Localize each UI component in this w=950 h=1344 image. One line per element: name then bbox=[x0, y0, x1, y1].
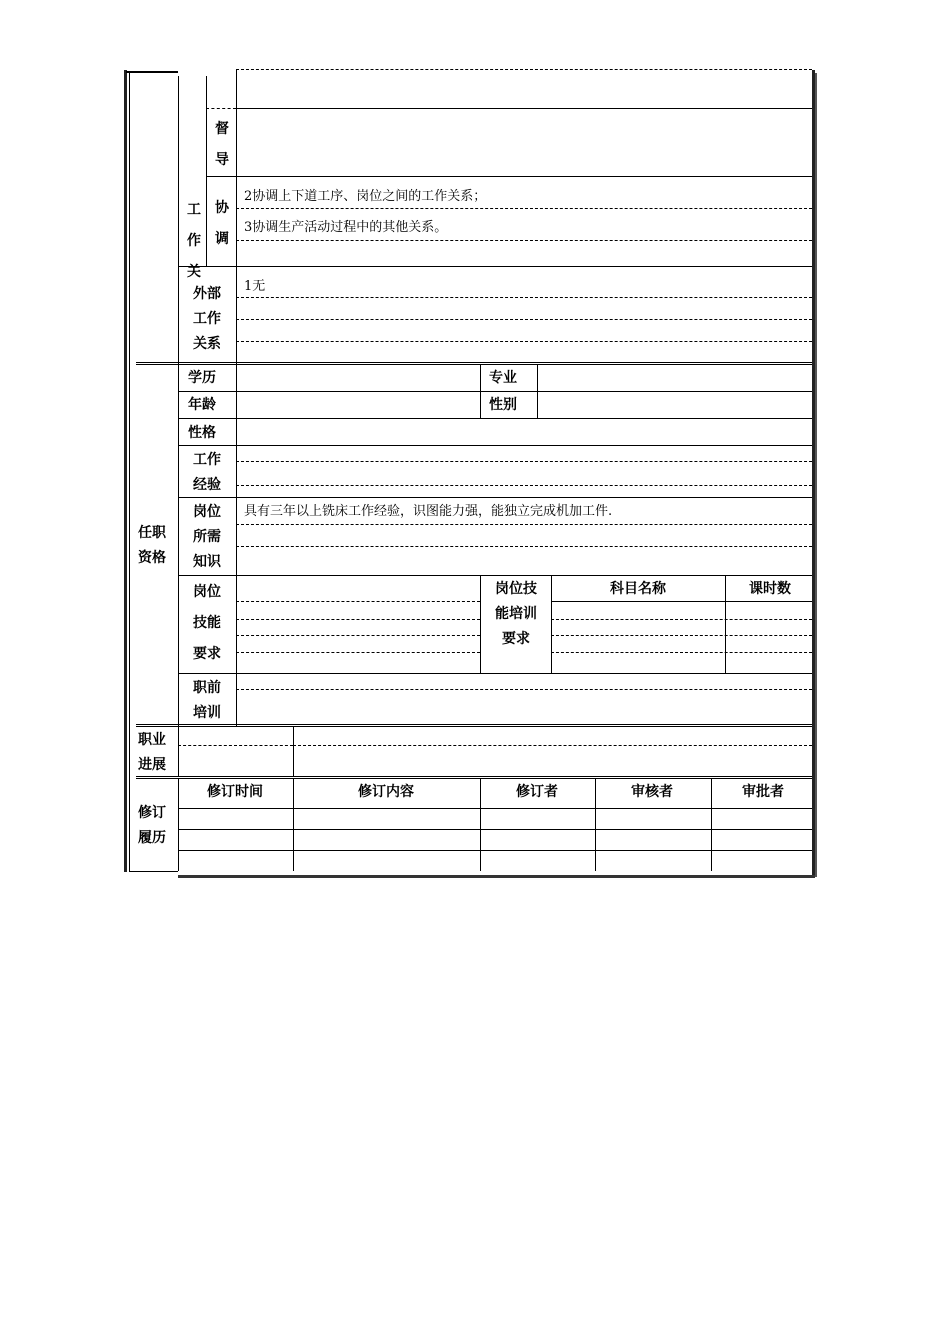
supervise-top-dashed bbox=[206, 108, 236, 109]
skills-label-2: 技能 bbox=[193, 615, 221, 631]
career-col-divider bbox=[178, 727, 179, 777]
career-dash-right bbox=[293, 745, 812, 746]
revision-col-1 bbox=[293, 779, 294, 871]
revision-header-time: 修订时间 bbox=[207, 784, 263, 800]
experience-label-1: 工作 bbox=[193, 452, 221, 468]
revision-col-4 bbox=[711, 779, 712, 871]
work-relations-label-3: 关 bbox=[187, 264, 201, 280]
row-line-age bbox=[178, 391, 812, 392]
skill-training-label-2: 能培训 bbox=[495, 606, 537, 622]
revision-row-1 bbox=[178, 808, 812, 809]
qualifications-label-2: 资格 bbox=[138, 550, 166, 566]
frame-top-border-left bbox=[126, 71, 178, 73]
top-dashed-row bbox=[236, 69, 812, 70]
career-label-1: 职业 bbox=[138, 732, 166, 748]
row-line-personality bbox=[178, 418, 812, 419]
knowledge-text: 具有三年以上铣床工作经验，识图能力强，能独立完成机加工件. bbox=[244, 504, 613, 519]
work-relations-content-divider bbox=[236, 73, 237, 364]
revision-row-2 bbox=[178, 829, 812, 830]
pre-job-label-2: 培训 bbox=[193, 705, 221, 721]
work-relations-subcol-divider bbox=[206, 76, 207, 266]
revision-col-3 bbox=[595, 779, 596, 871]
hours-col-left bbox=[725, 575, 726, 673]
coordinate-label-2: 调 bbox=[215, 231, 229, 247]
skills-training-left bbox=[480, 575, 481, 673]
skills-label-3: 要求 bbox=[193, 646, 221, 662]
external-label-2: 工作 bbox=[193, 311, 221, 327]
skill-training-label-3: 要求 bbox=[502, 631, 530, 647]
supervise-label-2: 导 bbox=[215, 152, 229, 168]
experience-label-2: 经验 bbox=[193, 477, 221, 493]
pre-job-dash-1 bbox=[236, 689, 812, 690]
row-line-skills bbox=[178, 575, 812, 576]
subject-dash-1 bbox=[551, 619, 812, 620]
external-line-1: 1无 bbox=[244, 279, 266, 294]
frame-bottom-border bbox=[178, 875, 815, 878]
major-label: 专业 bbox=[489, 370, 517, 386]
coordinate-top-line bbox=[206, 176, 812, 177]
gender-label: 性别 bbox=[489, 397, 517, 413]
frame-inner-right bbox=[815, 73, 817, 877]
revision-header-content: 修订内容 bbox=[358, 784, 414, 800]
knowledge-label-3: 知识 bbox=[193, 554, 221, 570]
coordinate-label-1: 协 bbox=[215, 200, 229, 216]
subject-header-line bbox=[551, 601, 812, 602]
knowledge-label-2: 所需 bbox=[193, 529, 221, 545]
revision-label-1: 修订 bbox=[138, 805, 166, 821]
revision-header-reviser: 修订者 bbox=[516, 784, 558, 800]
subject-dash-3 bbox=[551, 652, 812, 653]
revision-header-approver: 审批者 bbox=[742, 784, 784, 800]
row-line-knowledge bbox=[178, 497, 812, 498]
skills-dash-2 bbox=[236, 619, 480, 620]
career-label-2: 进展 bbox=[138, 757, 166, 773]
skills-dash-1 bbox=[236, 601, 480, 602]
career-mid-divider bbox=[293, 727, 294, 777]
qualifications-top-line bbox=[136, 362, 812, 365]
coordinate-dash-1 bbox=[236, 208, 812, 209]
external-dash-1 bbox=[236, 297, 812, 298]
career-dash-left bbox=[178, 745, 293, 746]
personality-label: 性格 bbox=[188, 425, 216, 441]
experience-dash-1 bbox=[236, 461, 812, 462]
revision-col-2 bbox=[480, 779, 481, 871]
top-dashed-vertical bbox=[236, 70, 237, 110]
row-line-pre-job bbox=[178, 673, 812, 674]
coordinate-line-1: 2协调上下道工序、岗位之间的工作关系； bbox=[244, 189, 487, 204]
external-label-3: 关系 bbox=[193, 336, 221, 352]
external-dash-2 bbox=[236, 319, 812, 320]
revision-label-2: 履历 bbox=[138, 830, 166, 846]
external-dash-3 bbox=[236, 341, 812, 342]
education-label: 学历 bbox=[188, 370, 216, 386]
work-relations-label-2: 作 bbox=[187, 233, 201, 249]
frame-inner-left bbox=[129, 73, 130, 871]
career-top-line bbox=[136, 724, 812, 727]
experience-dash-2 bbox=[236, 485, 812, 486]
coordinate-line-2: 3协调生产活动过程中的其他关系。 bbox=[244, 220, 448, 235]
revision-bottom-left bbox=[129, 871, 178, 872]
subject-dash-2 bbox=[551, 635, 812, 636]
knowledge-dash-2 bbox=[236, 546, 812, 547]
revision-header-reviewer: 审核者 bbox=[631, 784, 673, 800]
skills-label-1: 岗位 bbox=[193, 584, 221, 600]
skills-training-right bbox=[551, 575, 552, 673]
work-relations-col-divider bbox=[178, 76, 179, 364]
revision-row-3 bbox=[178, 850, 812, 851]
qualifications-label-1: 任职 bbox=[138, 525, 166, 541]
work-relations-label-1: 工 bbox=[187, 202, 201, 218]
coordinate-dash-2 bbox=[236, 240, 812, 241]
frame-left-border bbox=[124, 70, 127, 872]
pre-job-label-1: 职前 bbox=[193, 680, 221, 696]
knowledge-label-1: 岗位 bbox=[193, 504, 221, 520]
skill-training-label-1: 岗位技 bbox=[495, 581, 537, 597]
knowledge-dash-1 bbox=[236, 524, 812, 525]
row-line-experience bbox=[178, 445, 812, 446]
external-label-1: 外部 bbox=[193, 286, 221, 302]
skills-dash-3 bbox=[236, 635, 480, 636]
subject-header: 科目名称 bbox=[610, 581, 666, 597]
revision-col-0 bbox=[178, 779, 179, 871]
hours-header: 课时数 bbox=[749, 581, 791, 597]
skills-dash-4 bbox=[236, 652, 480, 653]
supervise-top-line bbox=[236, 108, 812, 109]
external-top-line bbox=[178, 266, 812, 267]
age-label: 年龄 bbox=[188, 397, 216, 413]
supervise-label-1: 督 bbox=[215, 121, 229, 137]
